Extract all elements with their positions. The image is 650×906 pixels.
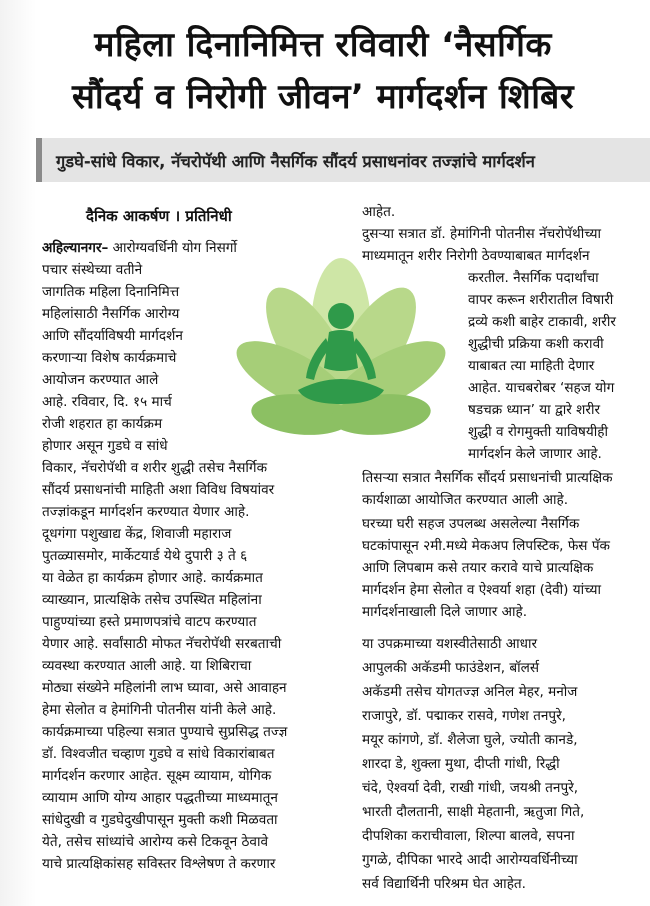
- left-line: रोजी शहरात हा कार्यक्रम: [42, 416, 163, 432]
- left-line: या वेळेत हा कार्यक्रम होणार आहे. कार्यक्रमात: [42, 570, 263, 586]
- right-line: मार्गदर्शन केले जाणार आहे.: [468, 446, 602, 462]
- byline: दैनिक आकर्षण । प्रतिनिधी: [86, 207, 232, 225]
- right-line: मार्गदर्शन हेमा सेलोत व ऐश्वर्या शहा (देवी) यांच्या: [362, 582, 601, 598]
- left-line: येणार आहे. सर्वांसाठी मोफत नॅचरोपॅथी सरबताची: [42, 636, 282, 652]
- subheading: गुडघे-सांधे विकार, नॅचरोपॅथी आणि नैसर्गिक सौंदर्य प्रसाधनांवर तज्ज्ञांचे मार्गदर्शन: [56, 152, 535, 171]
- right-line: कार्यशाळा आयोजित करण्यात आली आहे.: [362, 492, 569, 508]
- right-line: शारदा डे, शुक्ला मुथा, दीप्ती गांधी, रिद्धी: [362, 756, 560, 772]
- right-line: मार्गदर्शनाखाली दिले जाणार आहे.: [362, 604, 528, 620]
- left-line-0: [42, 238, 237, 259]
- headline-line-2: सौंदर्य व निरोगी जीवन’ मार्गदर्शन शिबिर: [72, 77, 575, 117]
- right-line: या उपक्रमाच्या यशस्वीतेसाठी आधार: [362, 636, 538, 652]
- left-line: पुतळ्यासमोर, मार्केटयार्ड येथे दुपारी ३ ते ६: [42, 548, 248, 564]
- left-line: तज्ज्ञांकडून मार्गदर्शन करण्यात येणार आहे.: [42, 504, 250, 520]
- subheading-bar: [36, 138, 650, 182]
- right-line: गुगळे, दीपिका भारदे आदी आरोग्यवर्धिनीच्या: [362, 852, 578, 868]
- left-line: व्यायाम आणि योग्य आहार पद्धतीच्या माध्यमातून: [42, 790, 278, 806]
- right-line: द्रव्ये कशी बाहेर टाकावी, शरीर: [468, 314, 616, 330]
- left-line: मार्गदर्शन करणार आहेत. सूक्ष्म व्यायाम, योगिक: [42, 768, 272, 784]
- right-line: तिसऱ्या सत्रात नैसर्गिक सौंदर्य प्रसाधनांची प्रात्यक्षिक: [362, 470, 613, 486]
- right-line: घरच्या घरी सहज उपलब्ध असलेल्या नैसर्गिक: [362, 516, 580, 532]
- lotus-meditation-illustration: [226, 258, 456, 458]
- left-line: आयोजन करण्यात आले: [42, 372, 159, 388]
- right-line: याबाबत त्या माहिती देणार: [468, 358, 595, 374]
- left-line: महिलांसाठी नैसर्गिक आरोग्य: [42, 306, 180, 322]
- right-line: आहेत.: [362, 204, 396, 220]
- right-line: षडचक्र ध्यान’ या द्वारे शरीर: [468, 402, 601, 418]
- left-line: आणि सौंदर्याविषयी मार्गदर्शन: [42, 328, 183, 344]
- page-edge-shadow: [0, 0, 36, 906]
- left-line: व्याख्यान, प्रात्यक्षिके तसेच उपस्थित महिलांना: [42, 592, 262, 608]
- left-line: पचार संस्थेच्या वतीने: [42, 262, 143, 278]
- left-line: दूधगंगा पशुखाद्य केंद्र, शिवाजी महाराज: [42, 526, 232, 542]
- right-line: वापर करून शरीरातील विषारी: [468, 292, 614, 308]
- left-line: येते, तसेच सांध्यांचे आरोग्य कसे टिकवून ठेवावे: [42, 834, 269, 850]
- headline-line-1: महिला दिनानिमित्त रविवारी ‘नैसर्गिक: [94, 25, 552, 65]
- left-line: सांधेदुखी व गुडघेदुखीपासून मुक्ती कशी मिळवता: [42, 812, 278, 828]
- left-line: कार्यक्रमाच्या पहिल्या सत्रात पुण्याचे सुप्रसिद्ध तज्ज्ञ: [42, 724, 288, 740]
- left-line: व्यवस्था करण्यात आली आहे. या शिबिराचा: [42, 658, 252, 674]
- right-line: भारती दौलतानी, साक्षी मेहतानी, ऋतुजा गिते,: [362, 804, 585, 820]
- right-line: आहेत. याचबरोबर ‘सहज योग: [468, 380, 615, 396]
- left-line-0-text: आरोग्यवर्धिनी योग निसर्गो: [108, 240, 237, 256]
- left-line: हेमा सेलोत व हेमांगिनी पोतनीस यांनी केले आहे.: [42, 702, 277, 718]
- right-line: माध्यमातून शरीर निरोगी ठेवण्याबाबत मार्गदर्शन: [362, 248, 590, 264]
- right-line: अकॅडमी तसेच योगतज्ज्ञ अनिल मेहर, मनोज: [362, 684, 578, 700]
- right-line: घटकांपासून २मी.मध्ये मेकअप लिपस्टिक, फेस पॅक: [362, 538, 610, 554]
- right-line: आणि लिपबाम कसे तयार करावे याचे प्रात्यक्षिक: [362, 560, 594, 576]
- dateline-place: अहिल्यानगर–: [42, 240, 109, 256]
- right-line: शुद्धी व रोगमुक्ती याविषयीही: [468, 424, 609, 440]
- right-line: शुद्धीची प्रक्रिया कशी करावी: [468, 336, 604, 352]
- right-line: सर्व विद्यार्थिनी परिश्रम घेत आहेत.: [362, 876, 526, 892]
- right-line: करतील. नैसर्गिक पदार्थांचा: [468, 270, 599, 286]
- left-line: डॉ. विश्वजीत चव्हाण गुडघे व सांधे विकारांबाबत: [42, 746, 275, 762]
- left-line: सौंदर्य प्रसाधनांची माहिती अशा विविध विषयांवर: [42, 482, 275, 498]
- left-line: पाहुण्यांच्या हस्ते प्रमाणपत्रांचे वाटप करण्यात: [42, 614, 257, 630]
- right-line: दीपशिका कराचीवाला, शिल्पा बालवे, सपना: [362, 828, 575, 844]
- left-line: होणार असून गुडघे व सांधे: [42, 438, 168, 454]
- left-line: याचे प्रात्यक्षिकांसह सविस्तर विश्लेषण ते करणार: [42, 856, 276, 872]
- left-line: आहे. रविवार, दि. १५ मार्च: [42, 394, 172, 410]
- left-line: करणाऱ्या विशेष कार्यक्रमाचे: [42, 350, 177, 366]
- right-line: राजापुरे, डॉ. पद्माकर रासवे, गणेश तनपुरे,: [362, 708, 566, 724]
- right-line: मयूर कांगणे, डॉ. शैलेजा घुले, ज्योती कानडे,: [362, 732, 578, 748]
- left-line: मोठ्या संख्येने महिलांनी लाभ घ्यावा, असे आवाहन: [42, 680, 287, 696]
- left-line: जागतिक महिला दिनानिमित्त: [42, 284, 180, 300]
- right-line: दुसऱ्या सत्रात डॉ. हेमांगिनी पोतनीस नॅचरोपॅथीच्या: [362, 226, 602, 242]
- left-line: विकार, नॅचरोपॅथी व शरीर शुद्धी तसेच नैसर्गिक: [42, 460, 268, 476]
- right-line: चंदे, ऐश्वर्या देवी, राखी गांधी, जयश्री तनपुरे,: [362, 780, 579, 796]
- right-line: आपुलकी अकॅडमी फाउंडेशन, बॉलर्स: [362, 660, 540, 676]
